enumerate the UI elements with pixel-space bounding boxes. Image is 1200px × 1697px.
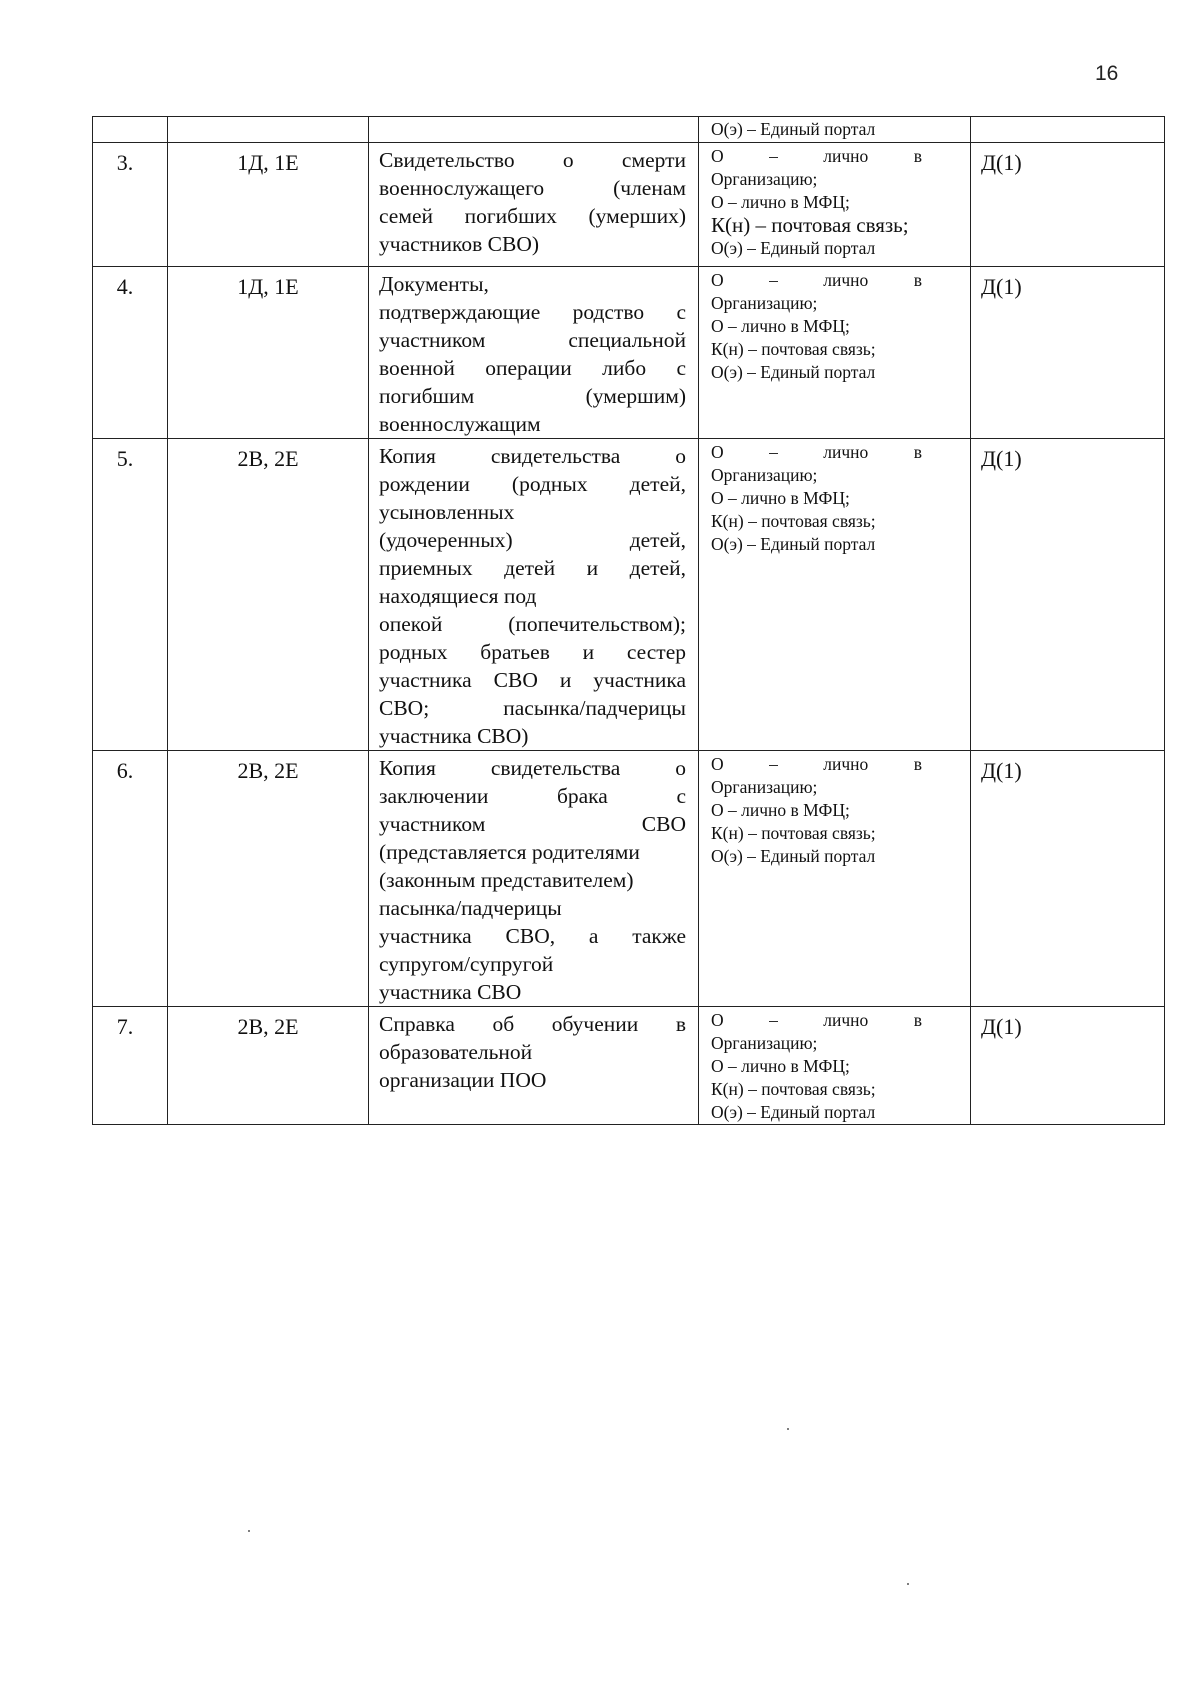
document-line: Копия свидетельства о (379, 756, 686, 780)
method-line: О – лично в МФЦ; (711, 316, 850, 336)
method-line: О – лично в (711, 754, 922, 774)
document-line: рождении (родных детей, (379, 472, 686, 496)
document-line: погибшим (умершим) (379, 384, 686, 408)
document-line: военной операции либо с (379, 356, 686, 380)
method-line: О(э) – Единый портал (711, 362, 876, 382)
document-line: заключении брака с (379, 784, 686, 808)
document-line: находящиеся под (379, 584, 537, 608)
row-number: 3. (93, 143, 168, 267)
document-line: приемных детей и детей, (379, 556, 686, 580)
row-document (369, 267, 699, 439)
row-number: 7. (93, 1007, 168, 1125)
page-number: 16 (1095, 62, 1119, 85)
row-method (699, 439, 971, 751)
document-line: опекой (попечительством); (379, 612, 686, 636)
table-row-continuation (93, 117, 1165, 143)
method-line: О – лично в МФЦ; (711, 800, 850, 820)
method-line: Организацию; (711, 293, 818, 313)
table-row (93, 439, 1165, 751)
document-line: участника СВО, а также (379, 924, 686, 948)
row-document (369, 143, 699, 267)
method-line: О – лично в (711, 270, 922, 290)
table-row (93, 751, 1165, 1007)
method-line: О – лично в (711, 1010, 922, 1030)
document-line: военнослужащего (членам (379, 176, 686, 200)
document-line: участником СВО (379, 812, 686, 836)
document-line: Справка об обучении в (379, 1012, 686, 1036)
row-result: Д(1) (971, 1007, 1165, 1125)
document-line: Документы, (379, 272, 489, 296)
method-line: О – лично в (711, 442, 922, 462)
row-method (699, 143, 971, 267)
cell-num (93, 117, 168, 143)
row-result: Д(1) (971, 143, 1165, 267)
method-line: О(э) – Единый портал (711, 534, 876, 554)
scan-speck (787, 1428, 789, 1430)
row-number: 6. (93, 751, 168, 1007)
row-document (369, 439, 699, 751)
method-line: Организацию; (711, 169, 818, 189)
documents-table (92, 116, 1165, 1125)
document-line: (законным представителем) (379, 868, 634, 892)
document-line: военнослужащим (379, 412, 541, 436)
method-line: К(н) – почтовая связь; (711, 213, 909, 237)
row-result: Д(1) (971, 267, 1165, 439)
document-line: участником специальной (379, 328, 686, 352)
method-line: О(э) – Единый портал (711, 846, 876, 866)
method-line: К(н) – почтовая связь; (711, 339, 876, 359)
scan-speck (248, 1530, 250, 1532)
cell-method (699, 117, 971, 143)
document-line: Копия свидетельства о (379, 444, 686, 468)
method-line: Организацию; (711, 777, 818, 797)
row-result: Д(1) (971, 751, 1165, 1007)
document-line: усыновленных (379, 500, 515, 524)
method-line: О – лично в МФЦ; (711, 488, 850, 508)
method-line: Организацию; (711, 1033, 818, 1053)
document-line: родных братьев и сестер (379, 640, 686, 664)
row-document (369, 1007, 699, 1125)
document-line: участника СВО (379, 980, 522, 1004)
method-line: О(э) – Единый портал (711, 238, 876, 258)
document-line: (удочеренных) детей, (379, 528, 686, 552)
row-result: Д(1) (971, 439, 1165, 751)
method-line: О – лично в (711, 146, 922, 166)
cell-document (369, 117, 699, 143)
method-line: О – лично в МФЦ; (711, 192, 850, 212)
document-line: семей погибших (умерших) (379, 204, 686, 228)
row-code: 1Д, 1Е (168, 143, 369, 267)
document-line: участника СВО) (379, 724, 529, 748)
row-code: 2В, 2Е (168, 439, 369, 751)
document-line: (представляется родителями (379, 840, 640, 864)
table-row (93, 1007, 1165, 1125)
row-code: 1Д, 1Е (168, 267, 369, 439)
document-line: организации ПОО (379, 1068, 547, 1092)
row-method (699, 751, 971, 1007)
document-line: образовательной (379, 1040, 533, 1064)
row-document (369, 751, 699, 1007)
document-line: пасынка/падчерицы (379, 896, 562, 920)
table-row (93, 267, 1165, 439)
document-line: СВО; пасынка/падчерицы (379, 696, 686, 720)
method-line: О(э) – Единый портал (711, 119, 876, 139)
row-number: 5. (93, 439, 168, 751)
method-line: Организацию; (711, 465, 818, 485)
method-line: К(н) – почтовая связь; (711, 823, 876, 843)
document-line: супругом/супругой (379, 952, 554, 976)
cell-result (971, 117, 1165, 143)
method-line: О(э) – Единый портал (711, 1102, 876, 1122)
row-code: 2В, 2Е (168, 751, 369, 1007)
scan-speck (907, 1583, 909, 1585)
row-method (699, 1007, 971, 1125)
document-line: участника СВО и участника (379, 668, 686, 692)
cell-code (168, 117, 369, 143)
document-line: подтверждающие родство с (379, 300, 686, 324)
method-line: К(н) – почтовая связь; (711, 511, 876, 531)
row-number: 4. (93, 267, 168, 439)
method-line: К(н) – почтовая связь; (711, 1079, 876, 1099)
method-line: О – лично в МФЦ; (711, 1056, 850, 1076)
table-row (93, 143, 1165, 267)
document-line: Свидетельство о смерти (379, 148, 686, 172)
document-line: участников СВО) (379, 232, 540, 256)
row-method (699, 267, 971, 439)
row-code: 2В, 2Е (168, 1007, 369, 1125)
